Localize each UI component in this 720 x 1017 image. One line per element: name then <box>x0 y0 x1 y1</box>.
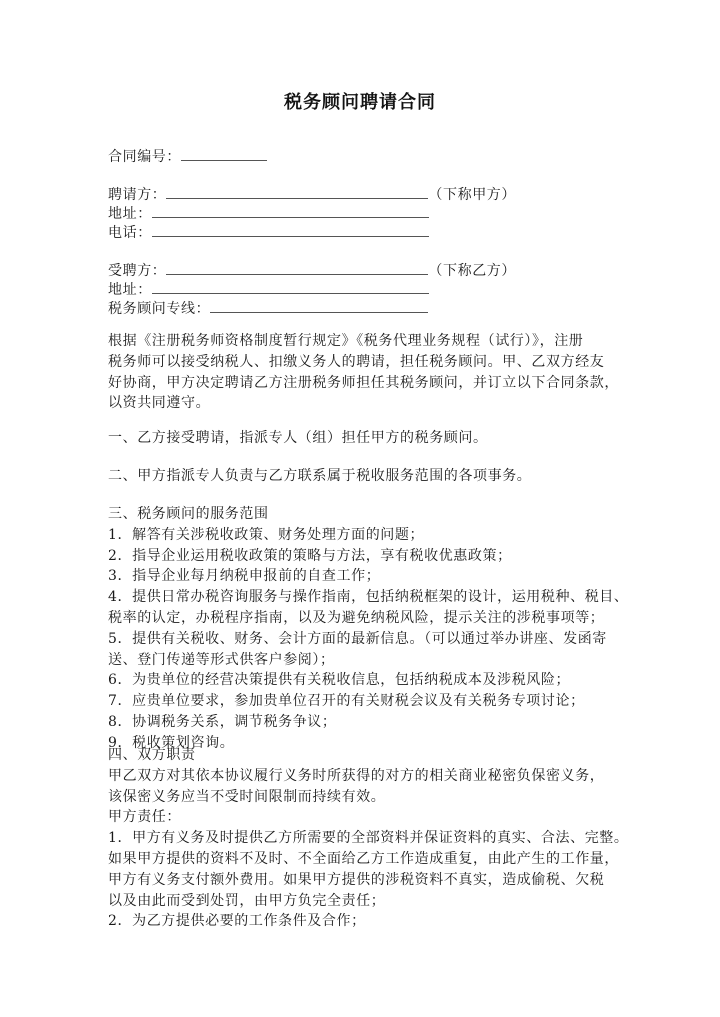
clause-2: 二、甲方指派专人负责与乙方联系属于税收服务范围的各项事务。 <box>108 468 532 484</box>
service-item: 2．指导企业运用税收政策的策略与方法，享有税收优惠政策； <box>108 547 512 564</box>
contract-number-blank <box>181 146 267 161</box>
clause-4-heading: 四、双方职责 <box>108 747 196 763</box>
party-a-responsibility-heading: 甲方责任： <box>108 809 181 826</box>
intro-line: 以资共同遵守。 <box>108 395 211 412</box>
service-item: 7．应贵单位要求，参加贵单位召开的有关财税会议及有关税务专项讨论； <box>108 693 585 710</box>
service-item: 9．税收策划咨询。 <box>108 734 235 751</box>
party-a-name-blank <box>166 184 428 199</box>
service-item-continued: 送、登门传递等形式供客户参阅）； <box>108 651 335 668</box>
party-b-name-label: 受聘方： <box>108 263 167 279</box>
clause-1: 一、乙方接受聘请，指派专人（组）担任甲方的税务顾问。 <box>108 430 488 446</box>
party-a-phone-row <box>108 222 429 244</box>
party-b-name-blank <box>166 260 428 275</box>
party-b-hotline-label: 税务顾问专线： <box>108 301 211 317</box>
party-a-address-label: 地址： <box>108 206 152 222</box>
service-item: 5．提供有关税收、财务、会计方面的最新信息。（可以通过举办讲座、发函寄 <box>108 630 607 647</box>
party-a-phone-label: 电话： <box>108 225 152 241</box>
party-a-address-blank <box>152 203 429 218</box>
contract-number-row <box>108 146 267 168</box>
clause-3-service-scope <box>108 504 629 754</box>
responsibility-line: 如果甲方提供的资料不及时、不全面给乙方工作造成重复，由此产生的工作量， <box>108 850 619 867</box>
intro-line: 好协商，甲方决定聘请乙方注册税务师担任其税务顾问，并订立以下合同条款， <box>108 374 619 391</box>
responsibility-line: 甲乙双方对其依本协议履行义务时所获得的对方的相关商业秘密负保密义务， <box>108 767 605 784</box>
party-a-phone-blank <box>152 222 429 237</box>
clause-3-heading: 三、税务顾问的服务范围 <box>108 506 269 522</box>
contract-number-label: 合同编号： <box>108 149 181 165</box>
service-item: 8．协调税务关系，调节税务争议； <box>108 713 337 730</box>
party-b-address-blank <box>152 279 429 294</box>
service-item: 3．指导企业每月纳税申报前的自查工作； <box>108 568 381 585</box>
clause-4-responsibilities <box>108 745 629 932</box>
service-item: 1．解答有关涉税收政策、财务处理方面的问题； <box>108 526 425 543</box>
responsibility-line: 以及由此而受到处罚，由甲方负完全责任； <box>108 892 386 909</box>
service-item: 4．提供日常办税咨询服务与操作指南，包括纳税框架的设计，运用税种、税目、 <box>108 589 629 606</box>
service-item-continued: 税率的认定，办税程序指南，以及为避免纳税风险，提示关注的涉税事项等； <box>108 609 605 626</box>
party-b-suffix: （下称乙方） <box>428 263 517 279</box>
service-item: 6．为贵单位的经营决策提供有关税收信息，包括纳税成本及涉税风险； <box>108 672 571 689</box>
intro-paragraph <box>108 331 620 414</box>
responsibility-line: 甲方有义务支付额外费用。如果甲方提供的涉税资料不真实，造成偷税、欠税 <box>108 871 605 888</box>
party-b-hotline-row <box>108 298 428 320</box>
document-title: 税务顾问聘请合同 <box>284 92 436 113</box>
responsibility-line: 该保密义务应当不受时间限制而持续有效。 <box>108 788 386 805</box>
responsibility-line: 1．甲方有义务及时提供乙方所需要的全部资料并保证资料的真实、合法、完整。 <box>108 830 629 847</box>
party-a-name-label: 聘请方： <box>108 187 167 203</box>
party-a-suffix: （下称甲方） <box>428 187 517 203</box>
party-b-hotline-blank <box>210 298 428 313</box>
intro-line: 税务师可以接受纳税人、扣缴义务人的聘请，担任税务顾问。甲、乙双方经友 <box>108 353 605 370</box>
responsibility-line: 2．为乙方提供必要的工作条件及合作； <box>108 913 366 930</box>
party-b-address-label: 地址： <box>108 282 152 298</box>
intro-line: 根据《注册税务师资格制度暂行规定》《税务代理业务规程（试行）》，注册 <box>108 333 584 349</box>
